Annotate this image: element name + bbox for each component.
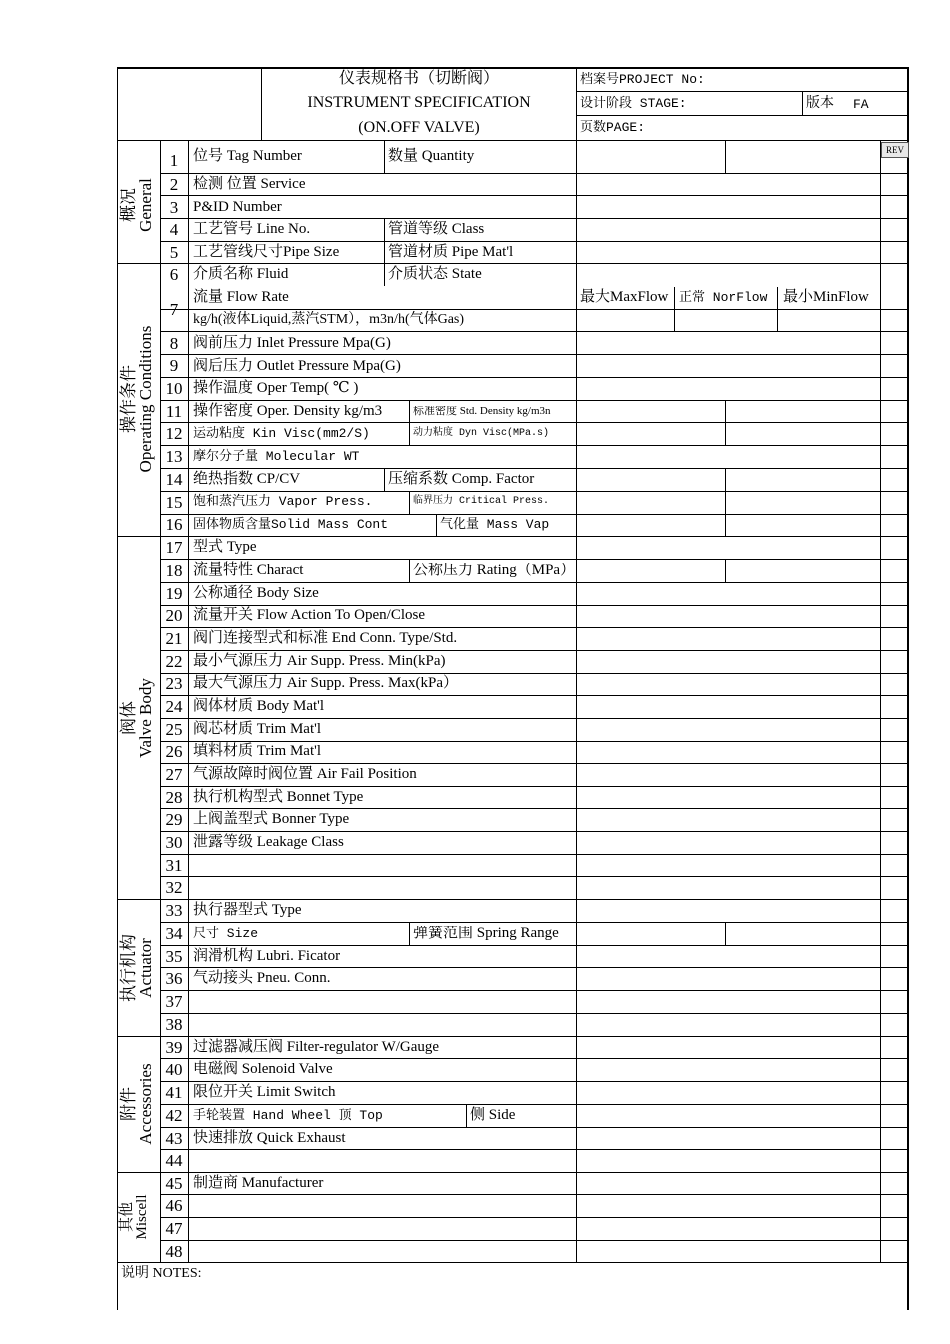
row-label: 检测 位置 Service	[193, 176, 306, 192]
row-number: 26	[165, 742, 183, 761]
row-label: 润滑机构 Lubri. Ficator	[193, 948, 341, 964]
page-label: 页数PAGE:	[580, 120, 646, 135]
row-label: 弹簧范围 Spring Range	[413, 926, 559, 941]
row-label: 管道材质 Pipe Mat'l	[388, 244, 514, 260]
flow-nor-label: 正常 NorFlow	[679, 290, 768, 305]
row-number: 28	[165, 788, 183, 807]
row-number: 24	[165, 697, 183, 716]
row-label: 尺寸 Size	[193, 926, 259, 941]
row-label: 摩尔分子量 Molecular WT	[193, 449, 360, 464]
project-no-label: 档案号PROJECT No:	[580, 72, 705, 87]
stage-label: 设计阶段 STAGE:	[580, 96, 687, 111]
row-label: 阀门连接型式和标准 End Conn. Type/Std.	[193, 630, 458, 646]
title-cn: 仪表规格书（切断阀）	[338, 70, 499, 87]
row-label: 标准密度 Std. Density kg/m3n	[413, 406, 551, 417]
row-number: 42	[165, 1106, 183, 1125]
row-label: 动力粘度 Dyn Visc(MPa.s)	[413, 428, 550, 439]
row-number: 23	[165, 674, 183, 693]
row-number: 6	[169, 265, 179, 284]
row-number: 46	[165, 1196, 183, 1215]
row-label: 流量 Flow Rate	[193, 289, 289, 305]
row-label: 泄露等级 Leakage Class	[193, 834, 344, 850]
row-number: 39	[165, 1038, 183, 1057]
row-number: 22	[165, 652, 183, 671]
row-label: 制造商 Manufacturer	[193, 1175, 324, 1191]
row-number: 9	[169, 356, 179, 375]
row-label: 阀体材质 Body Mat'l	[193, 698, 325, 714]
section-accessories: 附件 Accessories	[119, 1063, 155, 1145]
row-label: 临界压力 Critical Press.	[413, 496, 550, 507]
row-number: 21	[165, 629, 183, 648]
row-number: 35	[165, 947, 183, 966]
section-operating: 操作条件 Operating Conditions	[119, 325, 155, 473]
row-number: 30	[165, 833, 183, 852]
version-value: FA	[853, 97, 869, 112]
row-number: 33	[165, 901, 183, 920]
row-number: 43	[165, 1129, 183, 1148]
section-misc: 其他 Miscell	[119, 1194, 150, 1240]
row-number: 38	[165, 1015, 183, 1034]
row-number: 20	[165, 606, 183, 625]
row-number: 29	[165, 810, 183, 829]
row-number: 18	[165, 561, 183, 580]
row-label: 管道等级 Class	[388, 221, 485, 237]
row-number: 2	[169, 175, 179, 194]
row-number: 44	[165, 1151, 183, 1170]
row-label: 饱和蒸汽压力 Vapor Press.	[193, 494, 373, 509]
row-number: 15	[165, 493, 183, 512]
row-label: 阀后压力 Outlet Pressure Mpa(G)	[193, 358, 401, 374]
row-number: 7	[169, 300, 179, 319]
row-label: 限位开关 Limit Switch	[193, 1084, 336, 1100]
row-label: 电磁阀 Solenoid Valve	[193, 1061, 333, 1077]
row-label: 型式 Type	[193, 539, 257, 555]
flow-max-label: 最大MaxFlow	[580, 289, 669, 305]
row-number: 19	[165, 584, 183, 603]
notes-label: 说明 NOTES:	[121, 1266, 202, 1281]
row-number: 48	[165, 1242, 183, 1261]
row-label: 快速排放 Quick Exhaust	[193, 1130, 346, 1146]
row-label: 最大气源压力 Air Supp. Press. Max(kPa）	[193, 675, 458, 691]
row-number: 37	[165, 992, 183, 1011]
row-label: 上阀盖型式 Bonner Type	[193, 811, 350, 827]
row-label: 绝热指数 CP/CV	[193, 471, 301, 487]
row-number: 5	[169, 243, 179, 262]
row-label: 气源故障时阀位置 Air Fail Position	[193, 766, 417, 782]
flow-min-label: 最小MinFlow	[783, 289, 869, 305]
row-label: 工艺管线尺寸Pipe Size	[193, 244, 340, 260]
row-number: 10	[165, 379, 183, 398]
row-label: 过滤器减压阀 Filter-regulator W/Gauge	[193, 1039, 440, 1055]
row-label: P&ID Number	[193, 199, 282, 215]
row-number: 40	[165, 1060, 183, 1079]
section-general: 概况 General	[119, 178, 155, 232]
section-valve-body: 阀体 Valve Body	[119, 678, 155, 758]
row-number: 14	[165, 470, 183, 489]
row-number: 36	[165, 969, 183, 988]
row-label: 工艺管号 Line No.	[193, 221, 311, 237]
row-label: 操作密度 Oper. Density kg/m3	[193, 403, 383, 419]
row-label: 压缩系数 Comp. Factor	[388, 471, 535, 487]
row-number: 12	[165, 424, 183, 443]
row-label: 介质状态 State	[388, 266, 482, 282]
row-label: 气动接头 Pneu. Conn.	[193, 970, 331, 986]
title-en: INSTRUMENT SPECIFICATION	[307, 94, 531, 111]
row-number: 45	[165, 1174, 183, 1193]
row-number: 32	[165, 878, 183, 897]
row-number: 16	[165, 515, 183, 534]
row-label: 介质名称 Fluid	[193, 266, 289, 282]
row-label: 执行机构型式 Bonnet Type	[193, 789, 364, 805]
row-label: 填料材质 Trim Mat'l	[193, 743, 321, 759]
row-label: 流量特性 Charact	[193, 562, 304, 578]
version-label: 版本	[806, 96, 834, 111]
row-number: 8	[169, 334, 179, 353]
row-label: 最小气源压力 Air Supp. Press. Min(kPa)	[193, 653, 446, 669]
row-number: 41	[165, 1083, 183, 1102]
section-actuator: 执行机构 Actuator	[119, 934, 155, 1002]
row-number: 11	[165, 402, 183, 421]
row-label: 运动粘度 Kin Visc(mm2/S)	[193, 426, 370, 441]
row-label: 手轮装置 Hand Wheel 顶 Top	[193, 1108, 383, 1123]
row-label: 公称压力 Rating（MPa）	[413, 563, 575, 578]
row-number: 13	[165, 447, 183, 466]
row-label: 阀前压力 Inlet Pressure Mpa(G)	[193, 335, 391, 351]
row-label: 固体物质含量Solid Mass Cont	[193, 517, 389, 532]
row-number: 31	[165, 856, 183, 875]
row-number: 3	[169, 198, 179, 217]
row-label: 位号 Tag Number	[193, 148, 302, 164]
row-number: 17	[165, 538, 183, 557]
row-label: 流量开关 Flow Action To Open/Close	[193, 607, 426, 623]
row-number: 47	[165, 1219, 183, 1238]
row-label: 操作温度 Oper Temp( ℃ )	[193, 380, 359, 396]
row-label: 执行器型式 Type	[193, 902, 302, 918]
row-number: 1	[169, 151, 179, 170]
row-label: 气化量 Mass Vap	[440, 517, 550, 532]
row-number: 4	[169, 220, 179, 239]
row-label: kg/h(液体Liquid,蒸汽STM），m3n/h(气体Gas)	[193, 312, 465, 327]
row-label: 侧 Side	[470, 1107, 516, 1123]
row-label: 公称通径 Body Size	[193, 585, 319, 601]
row-label: 数量 Quantity	[388, 148, 475, 164]
rev-label: REV	[881, 142, 909, 158]
title-sub: (ON.OFF VALVE)	[358, 119, 480, 136]
row-label: 阀芯材质 Trim Mat'l	[193, 721, 321, 737]
row-number: 27	[165, 765, 183, 784]
row-number: 25	[165, 720, 183, 739]
row-number: 34	[165, 924, 183, 943]
